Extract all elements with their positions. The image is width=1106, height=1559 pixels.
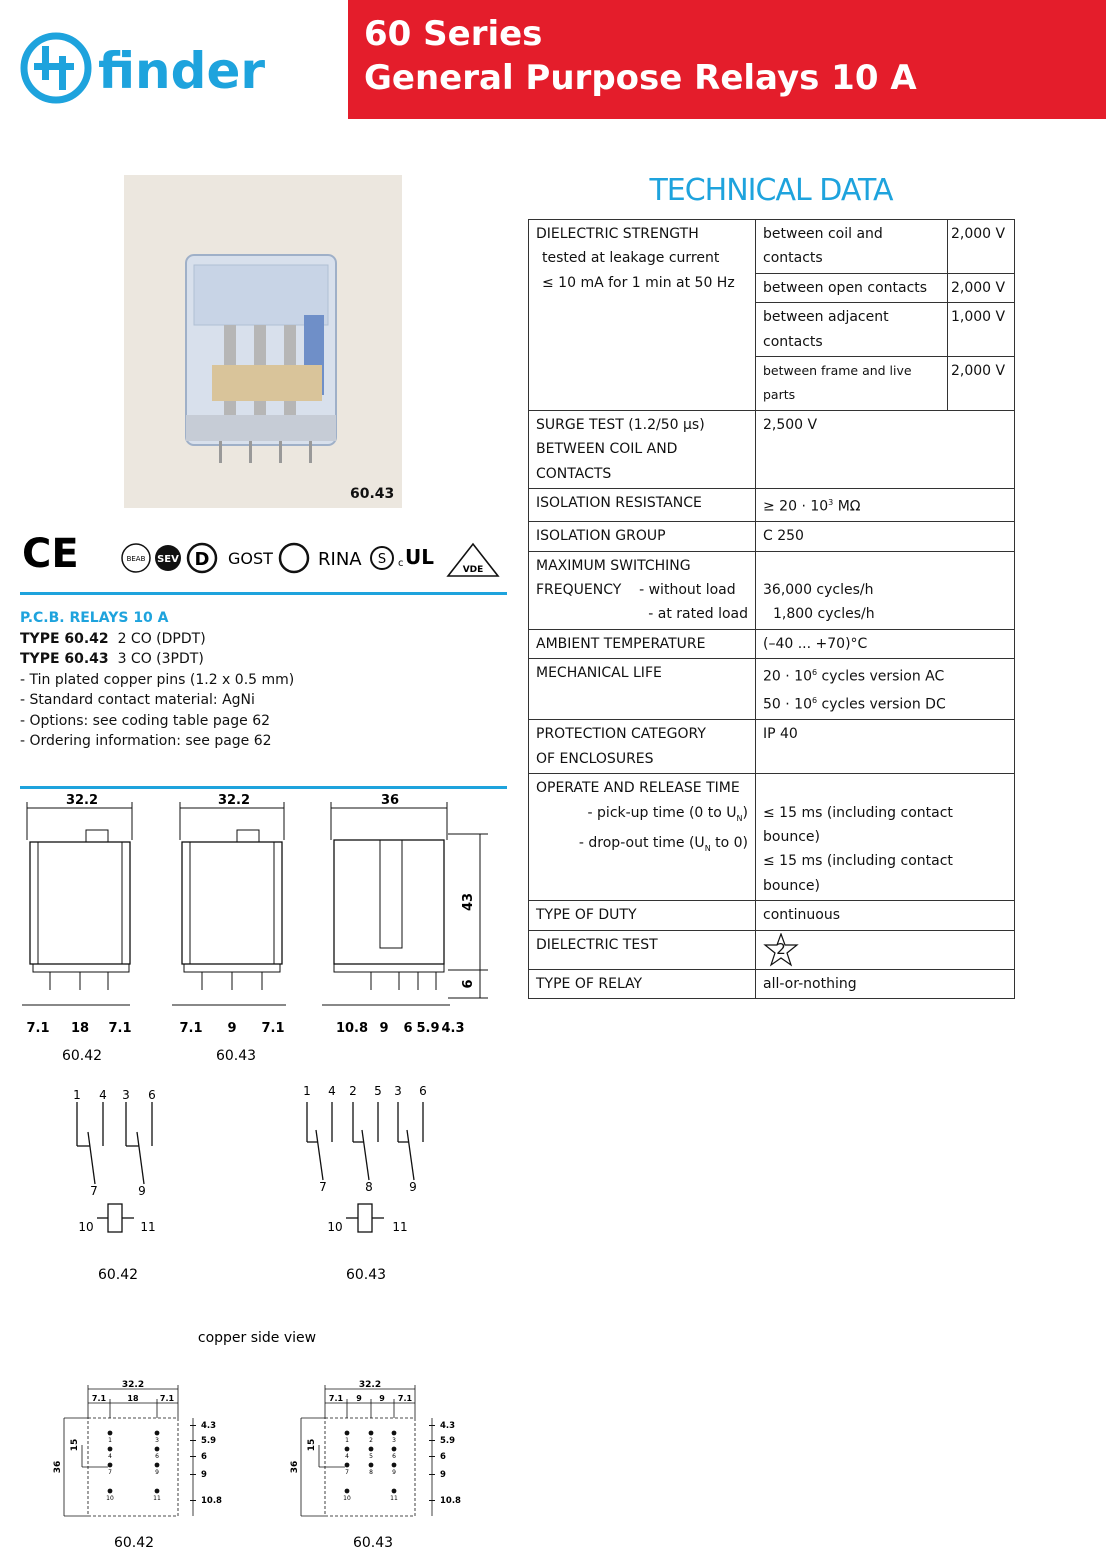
feature-bullet: - Ordering information: see page 62 xyxy=(20,733,272,749)
svg-text:7: 7 xyxy=(345,1469,349,1476)
svg-text:5: 5 xyxy=(374,1084,382,1098)
product-photo xyxy=(124,175,402,508)
svg-text:18: 18 xyxy=(70,1021,90,1036)
svg-text:D: D xyxy=(194,549,210,570)
svg-text:6: 6 xyxy=(201,1452,207,1462)
svg-text:6: 6 xyxy=(403,1021,413,1036)
svg-text:7.1: 7.1 xyxy=(397,1394,413,1403)
svg-text:4: 4 xyxy=(328,1084,336,1098)
svg-text:5.9: 5.9 xyxy=(440,1436,456,1446)
drawing-label: 60.42 xyxy=(113,1535,155,1551)
dim-width: 32.2 xyxy=(65,793,99,808)
section-divider xyxy=(20,592,507,595)
dim-width: 32.2 xyxy=(217,793,251,808)
drawing-label: 60.42 xyxy=(97,1267,139,1283)
table-row: SURGE TEST (1.2/50 µs) BETWEEN COIL AND CONTACTS 2,500 V xyxy=(529,410,1015,488)
table-row: between frame and live parts 2,000 V xyxy=(529,357,1015,411)
features-block xyxy=(20,608,500,752)
svg-text:10: 10 xyxy=(343,1495,351,1502)
svg-text:7.1: 7.1 xyxy=(328,1394,344,1403)
feature-bullet: - Standard contact material: AgNi xyxy=(20,692,255,708)
svg-text:4: 4 xyxy=(99,1088,107,1102)
table-row: AMBIENT TEMPERATURE (–40 ... +70)°C xyxy=(529,629,1015,658)
table-row: between open contacts 2,000 V xyxy=(529,273,1015,302)
svg-text:3: 3 xyxy=(122,1088,130,1102)
table-row: DIELECTRIC STRENGTH tested at leakage current ≤ 10 mA for 1 min at 50 Hz between coil and contacts 2,000 V xyxy=(529,220,1015,274)
svg-text:10.8: 10.8 xyxy=(440,1496,461,1506)
table-row: DIELECTRIC TEST 2 xyxy=(529,930,1015,969)
finder-logo xyxy=(18,32,318,104)
svg-text:4.3: 4.3 xyxy=(440,1421,456,1431)
type-line: TYPE 60.42 2 CO (DPDT) xyxy=(20,630,206,647)
gost-mark: GOST xyxy=(228,549,273,568)
svg-text:9: 9 xyxy=(379,1394,385,1403)
ce-mark: CE xyxy=(22,531,79,577)
svg-text:BEAB: BEAB xyxy=(126,555,146,563)
table-row: MECHANICAL LIFE $20 \cdot 10^6$ cycles version AC $50 \cdot 10^6$ cycles version DC xyxy=(529,659,1015,720)
svg-text:9: 9 xyxy=(440,1470,446,1480)
photo-caption: 60.43 xyxy=(350,486,395,502)
svg-text:6: 6 xyxy=(440,1452,446,1462)
star-badge-icon: 2 xyxy=(763,933,799,967)
svg-text:4: 4 xyxy=(108,1453,112,1460)
svg-text:8: 8 xyxy=(369,1469,373,1476)
svg-text:9: 9 xyxy=(227,1021,237,1036)
section-divider xyxy=(20,786,507,789)
wiring-diagrams xyxy=(0,1080,520,1290)
svg-text:9: 9 xyxy=(138,1184,146,1198)
feature-bullet: - Options: see coding table page 62 xyxy=(20,712,271,729)
svg-text:5: 5 xyxy=(369,1453,373,1460)
svg-text:18: 18 xyxy=(127,1394,139,1403)
svg-text:10.8: 10.8 xyxy=(335,1021,369,1036)
svg-text:7.1: 7.1 xyxy=(159,1394,175,1403)
header-banner xyxy=(348,0,1106,119)
svg-text:11: 11 xyxy=(140,1220,156,1234)
svg-text:S: S xyxy=(377,552,387,567)
copper-view-title: copper side view xyxy=(197,1330,317,1346)
svg-text:36: 36 xyxy=(290,1460,300,1474)
svg-text:8: 8 xyxy=(365,1180,373,1194)
drawing-label: 60.43 xyxy=(215,1048,257,1064)
svg-text:11: 11 xyxy=(392,1220,408,1234)
svg-text:6: 6 xyxy=(419,1084,427,1098)
svg-text:7: 7 xyxy=(90,1184,98,1198)
rina-mark: RINA xyxy=(318,549,362,570)
series-title: 60 Series xyxy=(364,14,543,54)
svg-text:11: 11 xyxy=(153,1495,161,1502)
svg-text:36: 36 xyxy=(53,1460,63,1474)
gost-icon xyxy=(280,544,308,572)
svg-text:7.1: 7.1 xyxy=(179,1021,203,1036)
table-row: TYPE OF DUTY continuous xyxy=(529,901,1015,930)
dim-pin: 6 xyxy=(461,979,476,989)
technical-data-table xyxy=(528,219,1015,999)
svg-text:7.1: 7.1 xyxy=(108,1021,132,1036)
svg-text:9: 9 xyxy=(356,1394,362,1403)
svg-text:10.8: 10.8 xyxy=(201,1496,222,1506)
table-row: between adjacent contacts 1,000 V xyxy=(529,303,1015,357)
svg-text:3: 3 xyxy=(392,1437,396,1444)
svg-text:7.1: 7.1 xyxy=(26,1021,50,1036)
svg-text:3: 3 xyxy=(155,1437,159,1444)
type-line: TYPE 60.43 3 CO (3PDT) xyxy=(20,651,204,667)
svg-text:15: 15 xyxy=(70,1438,80,1452)
svg-text:9: 9 xyxy=(409,1180,417,1194)
table-row: ISOLATION GROUP C 250 xyxy=(529,522,1015,551)
svg-text:1: 1 xyxy=(303,1084,311,1098)
svg-text:5.9: 5.9 xyxy=(416,1021,440,1036)
table-row: OPERATE AND RELEASE TIME - pick-up time (0 to $U_N$) - drop-out time ($U_N$ to 0) ≤ 15 ms (including contact bounce) ≤ 15 ms (including contact bounce) xyxy=(529,774,1015,901)
svg-text:7: 7 xyxy=(108,1469,112,1476)
table-row: MAXIMUM SWITCHING FREQUENCY - without load - at rated load 36,000 cycles/h 1,800 cycles/h xyxy=(529,551,1015,629)
certification-marks xyxy=(18,530,508,580)
svg-text:9: 9 xyxy=(392,1469,396,1476)
svg-text:9: 9 xyxy=(379,1021,389,1036)
svg-text:1: 1 xyxy=(345,1437,349,1444)
svg-text:4.3: 4.3 xyxy=(441,1021,465,1036)
svg-text:7: 7 xyxy=(319,1180,327,1194)
svg-text:10: 10 xyxy=(78,1220,94,1234)
svg-text:32.2: 32.2 xyxy=(121,1380,145,1390)
svg-text:2: 2 xyxy=(369,1437,373,1444)
svg-text:6: 6 xyxy=(148,1088,156,1102)
svg-text:7.1: 7.1 xyxy=(91,1394,107,1403)
svg-text:6: 6 xyxy=(392,1453,396,1460)
drawing-label: 60.43 xyxy=(352,1535,394,1551)
svg-text:1: 1 xyxy=(73,1088,81,1102)
technical-data-title: TECHNICAL DATA xyxy=(649,173,893,208)
svg-text:4.3: 4.3 xyxy=(201,1421,217,1431)
svg-text:3: 3 xyxy=(394,1084,402,1098)
feature-bullet: - Tin plated copper pins (1.2 x 0.5 mm) xyxy=(20,671,295,688)
svg-text:2: 2 xyxy=(349,1084,357,1098)
dimension-drawings xyxy=(0,790,520,1070)
svg-text:4: 4 xyxy=(345,1453,349,1460)
ul-mark: UL xyxy=(405,545,434,569)
features-heading: P.C.B. RELAYS 10 A xyxy=(20,610,169,626)
svg-text:7.1: 7.1 xyxy=(261,1021,285,1036)
svg-text:5.9: 5.9 xyxy=(201,1436,217,1446)
svg-text:10: 10 xyxy=(327,1220,343,1234)
svg-text:1: 1 xyxy=(108,1437,112,1444)
copper-side-view xyxy=(0,1325,520,1557)
svg-text:9: 9 xyxy=(201,1470,207,1480)
drawing-label: 60.43 xyxy=(345,1267,387,1283)
dim-width: 36 xyxy=(380,793,400,808)
svg-text:15: 15 xyxy=(307,1438,317,1452)
svg-text:SEV: SEV xyxy=(157,554,179,565)
svg-text:11: 11 xyxy=(390,1495,398,1502)
svg-text:VDE: VDE xyxy=(462,565,484,575)
drawing-label: 60.42 xyxy=(61,1048,103,1064)
table-row: PROTECTION CATEGORY OF ENCLOSURES IP 40 xyxy=(529,720,1015,774)
svg-text:c: c xyxy=(398,558,404,569)
brand-name: finder xyxy=(98,42,266,100)
svg-text:32.2: 32.2 xyxy=(358,1380,382,1390)
dim-height: 43 xyxy=(461,892,476,912)
table-row: ISOLATION RESISTANCE ≥ $20 \cdot 10^3$ MΩ xyxy=(529,489,1015,522)
svg-text:9: 9 xyxy=(155,1469,159,1476)
svg-text:6: 6 xyxy=(155,1453,159,1460)
svg-text:10: 10 xyxy=(106,1495,114,1502)
table-row: TYPE OF RELAY all-or-nothing xyxy=(529,969,1015,998)
page-title: General Purpose Relays 10 A xyxy=(364,58,917,98)
relay-illustration xyxy=(124,175,402,508)
